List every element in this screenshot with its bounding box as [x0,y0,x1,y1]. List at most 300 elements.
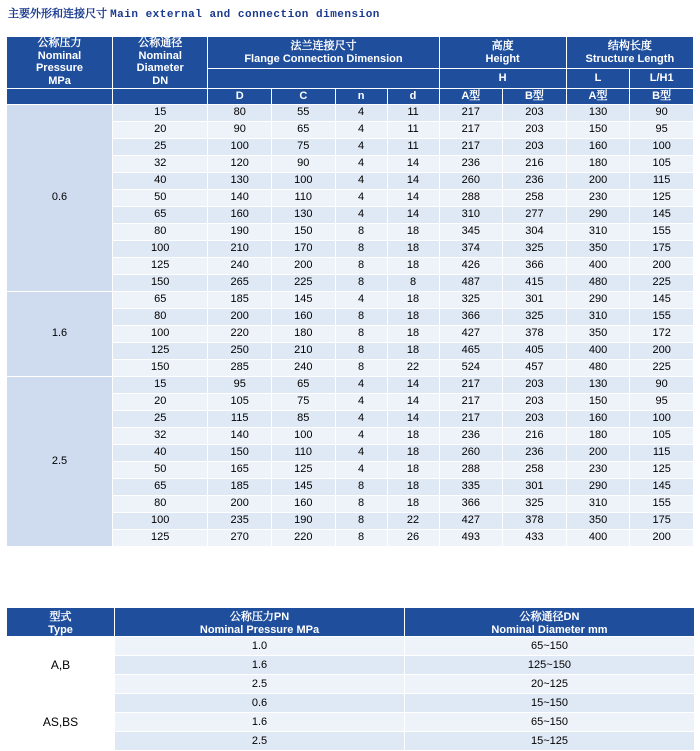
cell-length-a: 130 [566,104,630,121]
cell-d: 18 [387,223,439,240]
header-nominal-diameter-en2: Diameter [136,62,184,75]
cell-D: 140 [208,189,272,206]
cell-length-b: 90 [630,104,694,121]
cell-height-b: 301 [503,291,567,308]
header-col-length-b-type: B型 [630,88,694,104]
cell-length-a: 200 [566,172,630,189]
cell-length-b: 145 [630,478,694,495]
cell-n: 8 [335,342,387,359]
cell-dn: 80 [113,223,208,240]
cell-length-b: 95 [630,393,694,410]
cell-C: 100 [272,427,336,444]
header-nominal-diameter [113,37,208,89]
cell-height-b: 304 [503,223,567,240]
header-col-spacer-diameter [113,88,208,104]
cell-dn: 65 [113,478,208,495]
cell-n: 8 [335,223,387,240]
header-type-en: Type [48,624,73,636]
cell-height-a: 217 [439,393,503,410]
cell-height-b: 203 [503,104,567,121]
cell-C: 210 [272,342,336,359]
cell-D: 210 [208,240,272,257]
cell-d: 18 [387,495,439,512]
cell-C: 75 [272,138,336,155]
cell-d: 18 [387,342,439,359]
cell-n: 4 [335,189,387,206]
cell-d: 18 [387,325,439,342]
cell-n: 4 [335,291,387,308]
cell-length-b: 200 [630,257,694,274]
header-nominal-diameter-en1: Nominal [138,49,182,62]
header-nominal-pressure-en2: Pressure [35,62,84,75]
cell-D: 90 [208,121,272,138]
table-row [7,104,694,121]
cell-C: 130 [272,206,336,223]
cell-n: 4 [335,444,387,461]
cell-height-b: 216 [503,155,567,172]
cell-height-a: 345 [439,223,503,240]
cell-n: 4 [335,427,387,444]
cell-D: 105 [208,393,272,410]
cell-length-a: 130 [566,376,630,393]
cell-length-b: 200 [630,342,694,359]
type-table-body [7,637,695,751]
header-type-pressure [115,608,405,637]
cell-dn: 15 [113,376,208,393]
cell-C: 90 [272,155,336,172]
cell-D: 270 [208,529,272,546]
cell-length-a: 350 [566,512,630,529]
cell-height-b: 236 [503,444,567,461]
header-col-height-b-type: B型 [503,88,567,104]
cell-dn: 50 [113,189,208,206]
cell-height-a: 427 [439,325,503,342]
cell-height-a: 487 [439,274,503,291]
cell-length-a: 230 [566,461,630,478]
header-height-symbol: H [439,69,566,89]
cell-C: 225 [272,274,336,291]
cell-height-a: 217 [439,410,503,427]
cell-dn: 125 [113,342,208,359]
cell-n: 8 [335,359,387,376]
cell-type-dn: 65~150 [405,637,695,656]
cell-type-dn: 125~150 [405,656,695,675]
cell-length-a: 150 [566,393,630,410]
cell-d: 14 [387,172,439,189]
cell-height-a: 493 [439,529,503,546]
cell-n: 8 [335,240,387,257]
cell-d: 11 [387,121,439,138]
cell-height-a: 260 [439,172,503,189]
cell-height-b: 301 [503,478,567,495]
cell-D: 200 [208,308,272,325]
main-table-body [7,104,694,546]
cell-C: 190 [272,512,336,529]
cell-length-a: 480 [566,359,630,376]
header-col-D: D [208,88,272,104]
header-type-diameter-cn: 公称通径DN [519,611,580,623]
cell-length-b: 95 [630,121,694,138]
cell-d: 18 [387,444,439,461]
cell-height-a: 335 [439,478,503,495]
cell-d: 11 [387,138,439,155]
cell-height-b: 457 [503,359,567,376]
cell-d: 18 [387,257,439,274]
cell-height-a: 426 [439,257,503,274]
cell-length-b: 115 [630,444,694,461]
cell-n: 4 [335,410,387,427]
cell-length-a: 160 [566,410,630,427]
cell-dn: 100 [113,240,208,257]
header-col-d: d [387,88,439,104]
header-nominal-diameter-unit: DN [152,74,169,87]
header-type-pressure-en: Nominal Pressure MPa [199,624,320,636]
header-nominal-pressure-en1: Nominal [37,49,82,62]
cell-C: 85 [272,410,336,427]
cell-dn: 15 [113,104,208,121]
cell-n: 4 [335,206,387,223]
cell-n: 8 [335,325,387,342]
type-range-table [6,607,695,751]
cell-dn: 80 [113,308,208,325]
cell-dn: 40 [113,444,208,461]
header-structure-en: Structure Length [585,52,675,65]
header-flange-en: Flange Connection Dimension [244,52,403,65]
cell-length-a: 310 [566,223,630,240]
cell-height-b: 258 [503,461,567,478]
cell-height-b: 203 [503,376,567,393]
cell-n: 4 [335,104,387,121]
header-nominal-diameter-cn: 公称通径 [138,37,183,49]
cell-d: 14 [387,206,439,223]
cell-height-b: 203 [503,410,567,427]
cell-length-a: 350 [566,240,630,257]
cell-length-a: 350 [566,325,630,342]
cell-height-a: 366 [439,495,503,512]
cell-D: 235 [208,512,272,529]
cell-C: 110 [272,189,336,206]
cell-height-b: 325 [503,495,567,512]
cell-length-a: 400 [566,529,630,546]
table-row [7,637,695,656]
cell-length-b: 100 [630,138,694,155]
cell-height-b: 366 [503,257,567,274]
cell-length-a: 400 [566,257,630,274]
header-col-C: C [272,88,336,104]
cell-n: 4 [335,393,387,410]
cell-C: 145 [272,478,336,495]
cell-height-a: 217 [439,104,503,121]
cell-C: 150 [272,223,336,240]
cell-n: 8 [335,478,387,495]
cell-d: 14 [387,155,439,172]
cell-dn: 20 [113,393,208,410]
cell-C: 75 [272,393,336,410]
cell-height-b: 203 [503,393,567,410]
cell-D: 140 [208,427,272,444]
page-title-en: Main external and connection dimension [110,9,380,21]
cell-C: 240 [272,359,336,376]
cell-D: 120 [208,155,272,172]
cell-C: 200 [272,257,336,274]
cell-D: 265 [208,274,272,291]
header-flange-connection [208,37,439,69]
cell-length-a: 290 [566,478,630,495]
cell-n: 4 [335,155,387,172]
header-nominal-pressure-cn: 公称压力 [37,37,82,49]
cell-type-pn: 2.5 [115,675,405,694]
cell-dn: 150 [113,359,208,376]
header-type-diameter [405,608,695,637]
cell-height-a: 217 [439,376,503,393]
cell-length-a: 180 [566,155,630,172]
cell-D: 240 [208,257,272,274]
cell-height-a: 374 [439,240,503,257]
cell-length-b: 225 [630,359,694,376]
cell-C: 180 [272,325,336,342]
header-nominal-pressure [7,37,113,89]
cell-C: 110 [272,444,336,461]
cell-dn: 32 [113,155,208,172]
cell-n: 8 [335,308,387,325]
cell-height-a: 260 [439,444,503,461]
cell-C: 65 [272,376,336,393]
cell-height-a: 236 [439,155,503,172]
cell-C: 100 [272,172,336,189]
cell-height-b: 325 [503,308,567,325]
header-structure-length [566,37,693,69]
cell-D: 130 [208,172,272,189]
cell-dn: 125 [113,257,208,274]
cell-length-b: 115 [630,172,694,189]
cell-D: 185 [208,291,272,308]
cell-D: 185 [208,478,272,495]
cell-length-b: 145 [630,291,694,308]
cell-C: 220 [272,529,336,546]
page-title [8,5,380,21]
cell-height-a: 288 [439,189,503,206]
cell-length-a: 290 [566,206,630,223]
cell-type-pn: 1.6 [115,713,405,732]
cell-C: 55 [272,104,336,121]
header-structure-cn: 结构长度 [607,39,652,52]
cell-C: 160 [272,308,336,325]
cell-d: 18 [387,308,439,325]
cell-n: 8 [335,512,387,529]
cell-height-a: 310 [439,206,503,223]
cell-C: 125 [272,461,336,478]
cell-length-b: 145 [630,206,694,223]
header-col-length-a-type: A型 [566,88,630,104]
header-length-l-h1: L/H1 [630,69,694,89]
cell-D: 200 [208,495,272,512]
cell-C: 145 [272,291,336,308]
cell-n: 4 [335,121,387,138]
cell-d: 8 [387,274,439,291]
cell-length-b: 225 [630,274,694,291]
type-group-asbs: AS,BS [7,694,115,751]
cell-height-b: 378 [503,512,567,529]
cell-d: 18 [387,461,439,478]
cell-length-b: 200 [630,529,694,546]
header-type [7,608,115,637]
cell-height-b: 405 [503,342,567,359]
cell-length-b: 125 [630,189,694,206]
cell-d: 14 [387,393,439,410]
cell-d: 18 [387,291,439,308]
cell-height-a: 217 [439,121,503,138]
cell-height-b: 258 [503,189,567,206]
cell-height-b: 415 [503,274,567,291]
cell-height-a: 366 [439,308,503,325]
cell-height-b: 216 [503,427,567,444]
cell-length-b: 125 [630,461,694,478]
cell-dn: 40 [113,172,208,189]
header-nominal-pressure-unit: MPa [48,74,71,87]
cell-D: 95 [208,376,272,393]
cell-type-dn: 20~125 [405,675,695,694]
cell-D: 165 [208,461,272,478]
cell-length-a: 310 [566,495,630,512]
cell-D: 190 [208,223,272,240]
cell-height-a: 524 [439,359,503,376]
cell-length-b: 105 [630,427,694,444]
cell-type-pn: 1.0 [115,637,405,656]
cell-d: 14 [387,410,439,427]
cell-height-b: 277 [503,206,567,223]
cell-height-a: 427 [439,512,503,529]
cell-length-a: 160 [566,138,630,155]
cell-d: 22 [387,359,439,376]
cell-dn: 20 [113,121,208,138]
type-group-ab: A,B [7,637,115,694]
cell-length-a: 290 [566,291,630,308]
cell-type-dn: 15~150 [405,694,695,713]
table-row [7,694,695,713]
cell-dn: 100 [113,512,208,529]
header-flange-spacer [208,69,439,89]
cell-d: 18 [387,427,439,444]
cell-D: 150 [208,444,272,461]
cell-C: 170 [272,240,336,257]
table-row [7,291,694,308]
cell-n: 8 [335,257,387,274]
cell-n: 4 [335,376,387,393]
cell-height-a: 325 [439,291,503,308]
cell-length-b: 175 [630,512,694,529]
cell-n: 8 [335,529,387,546]
cell-D: 220 [208,325,272,342]
header-type-cn: 型式 [49,611,72,623]
pressure-group-1-6: 1.6 [7,291,113,376]
cell-length-b: 90 [630,376,694,393]
cell-D: 115 [208,410,272,427]
cell-height-b: 378 [503,325,567,342]
cell-height-a: 236 [439,427,503,444]
cell-length-b: 175 [630,240,694,257]
header-type-pressure-cn: 公称压力PN [229,611,290,623]
header-col-spacer-pressure [7,88,113,104]
cell-dn: 150 [113,274,208,291]
cell-dn: 25 [113,410,208,427]
cell-d: 14 [387,189,439,206]
main-dimension-table [6,36,694,547]
cell-D: 80 [208,104,272,121]
cell-length-b: 155 [630,223,694,240]
cell-dn: 65 [113,291,208,308]
cell-length-a: 200 [566,444,630,461]
cell-height-a: 288 [439,461,503,478]
cell-type-dn: 15~125 [405,732,695,751]
cell-height-b: 325 [503,240,567,257]
cell-dn: 80 [113,495,208,512]
cell-type-pn: 2.5 [115,732,405,751]
cell-length-b: 155 [630,495,694,512]
pressure-group-2-5: 2.5 [7,376,113,546]
cell-D: 250 [208,342,272,359]
cell-length-a: 400 [566,342,630,359]
cell-d: 11 [387,104,439,121]
cell-n: 8 [335,495,387,512]
cell-n: 8 [335,274,387,291]
cell-dn: 125 [113,529,208,546]
cell-type-pn: 1.6 [115,656,405,675]
cell-n: 4 [335,461,387,478]
cell-height-b: 203 [503,121,567,138]
page-title-cn: 主要外形和连接尺寸 [8,8,107,20]
cell-height-b: 203 [503,138,567,155]
cell-type-pn: 0.6 [115,694,405,713]
cell-D: 285 [208,359,272,376]
cell-d: 14 [387,376,439,393]
cell-d: 18 [387,240,439,257]
cell-D: 160 [208,206,272,223]
cell-dn: 32 [113,427,208,444]
cell-height-a: 465 [439,342,503,359]
cell-n: 4 [335,172,387,189]
cell-type-dn: 65~150 [405,713,695,732]
cell-length-a: 150 [566,121,630,138]
cell-C: 160 [272,495,336,512]
cell-C: 65 [272,121,336,138]
cell-length-a: 310 [566,308,630,325]
cell-d: 22 [387,512,439,529]
cell-height-b: 236 [503,172,567,189]
header-flange-cn: 法兰连接尺寸 [290,39,357,52]
cell-length-b: 105 [630,155,694,172]
cell-dn: 100 [113,325,208,342]
header-length-l: L [566,69,630,89]
header-col-height-a-type: A型 [439,88,503,104]
cell-length-b: 172 [630,325,694,342]
cell-length-a: 230 [566,189,630,206]
cell-length-a: 480 [566,274,630,291]
header-height-cn: 高度 [491,39,514,52]
table-row [7,376,694,393]
cell-dn: 50 [113,461,208,478]
cell-n: 4 [335,138,387,155]
header-height [439,37,566,69]
cell-length-b: 100 [630,410,694,427]
cell-dn: 65 [113,206,208,223]
cell-length-a: 180 [566,427,630,444]
header-type-diameter-en: Nominal Diameter mm [491,624,608,636]
header-col-n: n [335,88,387,104]
cell-D: 100 [208,138,272,155]
cell-dn: 25 [113,138,208,155]
pressure-group-0-6: 0.6 [7,104,113,291]
header-height-en: Height [485,52,520,65]
